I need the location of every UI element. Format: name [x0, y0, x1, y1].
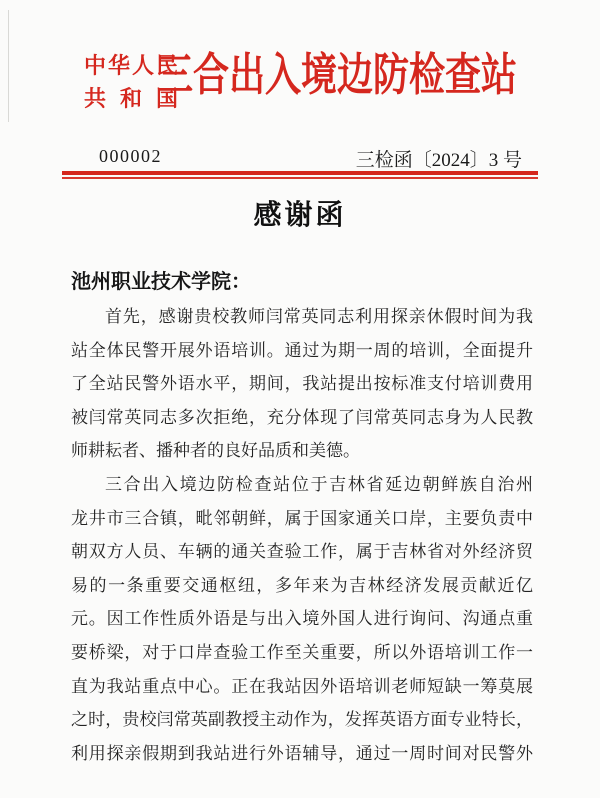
- letter-title: 感谢函: [253, 200, 347, 231]
- issuer-line-bottom: 共和国: [84, 86, 178, 111]
- issuer-line-top: 中华人民: [84, 53, 178, 78]
- recipient: 池州职业技术学院：: [71, 271, 251, 293]
- body-line: 易的一条重要交通枢纽，多年来为吉林经济发展贡献近亿: [71, 575, 533, 595]
- body-line: 利用探亲假期到我站进行外语辅导，通过一周时间对民警外: [71, 743, 533, 763]
- reference-number: 三检函〔2024〕3 号: [355, 150, 522, 171]
- body-line: 朝双方人员、车辆的通关查验工作，属于吉林省对外经济贸: [71, 542, 533, 562]
- body-line: 之时，贵校闫常英副教授主动作为，发挥英语方面专业特长，: [71, 710, 533, 730]
- body-line: 站全体民警开展外语培训。通过为期一周的培训，全面提升: [71, 340, 533, 360]
- serial-number: 000002: [99, 146, 162, 166]
- body-line: 三合出入境边防检查站位于吉林省延边朝鲜族自治州: [105, 474, 533, 494]
- body-line: 了全站民警外语水平，期间，我站提出按标准支付培训费用: [71, 374, 533, 394]
- body-line: 首先，感谢贵校教师闫常英同志利用探亲休假时间为我: [105, 307, 533, 326]
- separator-rule: [62, 171, 538, 179]
- scan-edge-artifact: [8, 10, 9, 122]
- body-line: 直为我站重点中心。正在我站因外语培训老师短缺一筹莫展: [71, 676, 533, 696]
- separator-rule-thin: [62, 177, 538, 179]
- separator-rule-thick: [62, 171, 538, 175]
- letter-body: [71, 264, 533, 770]
- body-line: 龙井市三合镇，毗邻朝鲜，属于国家通关口岸，主要负责中: [71, 508, 533, 528]
- body-line: 被闫常英同志多次拒绝，充分体现了闫常英同志身为人民教: [71, 407, 533, 427]
- body-line: 元。因工作性质外语是与出入境外国人进行询问、沟通点重: [71, 609, 533, 629]
- body-line: 师耕耘者、播种者的良好品质和美德。: [71, 441, 360, 461]
- body-lines: [71, 300, 533, 770]
- body-line: 要桥梁，对于口岸查验工作至关重要，所以外语培训工作一: [71, 642, 533, 662]
- station-name: 三合出入境边防检查站: [157, 50, 518, 100]
